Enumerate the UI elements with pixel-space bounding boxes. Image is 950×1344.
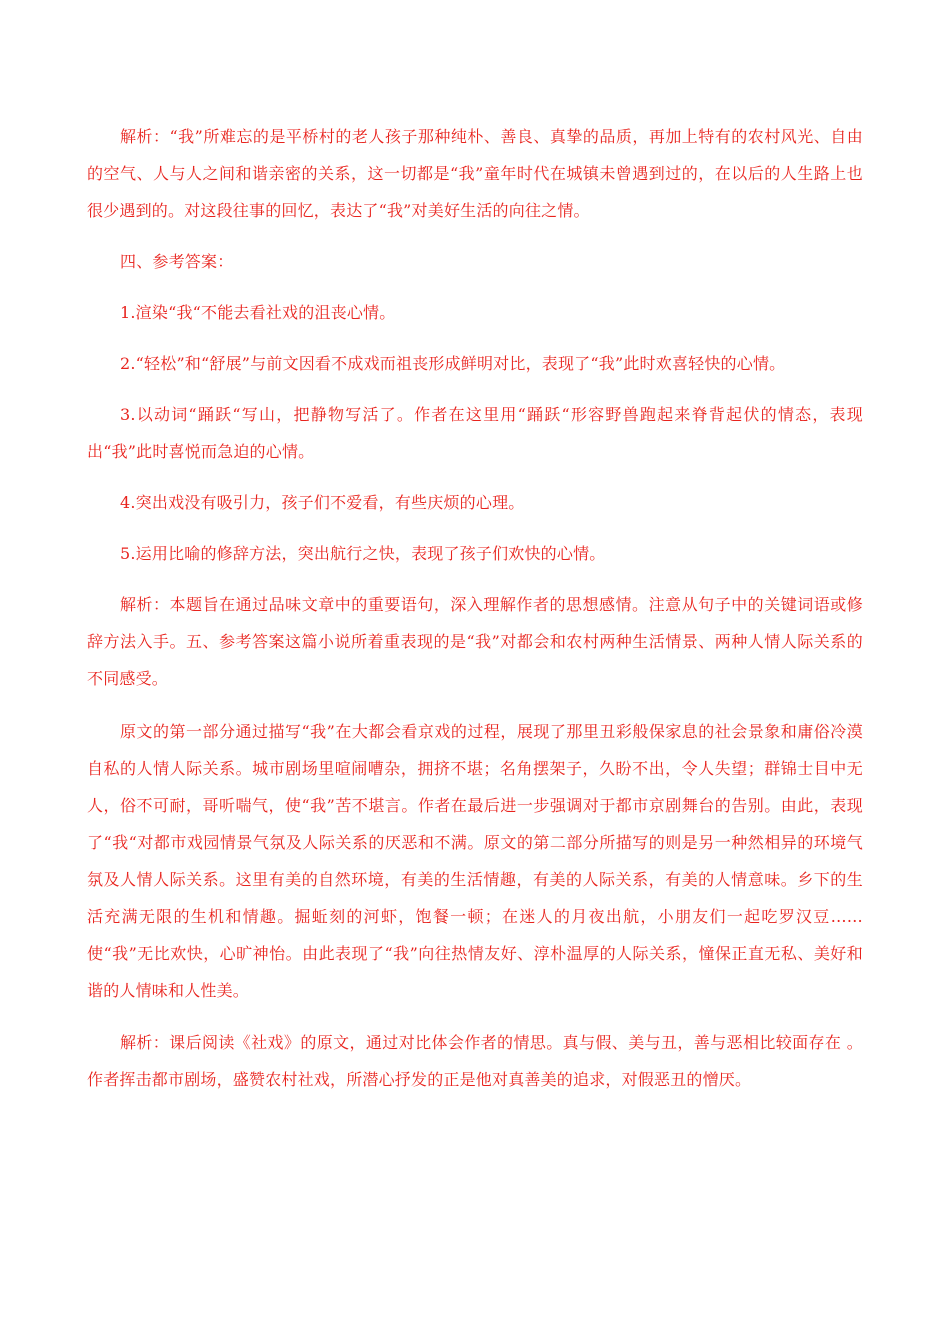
answer-4: 4.突出戏没有吸引力，孩子们不爱看，有些庆烦的心理。 <box>120 493 525 512</box>
analysis-paragraph-1: 解析：“我”所难忘的是平桥村的老人孩子那种纯朴、善良、真挚的品质，再加上特有的农村风光、自由的空气、人与人之间和谐亲密的关系，这一切都是“我”童年时代在城镇未曾遇到过的，在以后的人生路上也很少遇到的。对这段往事的回忆，表达了“我”对美好生活的向往之情。 <box>87 127 863 220</box>
answer-3: 3.以动词“踊跃“写山，把静物写活了。作者在这里用“踊跃“形容野兽跑起来脊背起伏的情态，表现出“我”此时喜悦而急迫的心情。 <box>87 405 863 461</box>
answer-2: 2.“轻松”和“舒展”与前文因看不成戏而祖丧形成鲜明对比，表现了“我”此时欢喜轻快的心情。 <box>120 354 786 373</box>
analysis-paragraph-3: 解析：课后阅读《社戏》的原文，通过对比体会作者的情思。真与假、美与丑，善与恶相比较面存在 。作者挥击都市剧场，盛赞农村社戏，所潜心抒发的正是他对真善美的追求，对假恶丑的憎厌。 <box>87 1033 863 1089</box>
section-heading-4: 四、参考答案： <box>120 252 234 271</box>
document-body <box>87 118 863 1098</box>
analysis-paragraph-2: 解析：本题旨在通过品味文章中的重要语句，深入理解作者的思想感情。注意从句子中的关键词语或修辞方法入手。五、参考答案这篇小说所着重表现的是“我”对都会和农村两种生活情景、两种人情人际关系的不同感受。 <box>87 595 863 688</box>
original-text-paragraph: 原文的第一部分通过描写“我”在大都会看京戏的过程，展现了那里丑彩般保家息的社会景象和庸俗冷漠自私的人情人际关系。城市剧场里喧闹嘈杂，拥挤不堪；名角摆架子，久盼不出，令人失望；群锦士目中无人，俗不可耐，哥听喘气，使“我”苦不堪言。作者在最后进一步强调对于都市京剧舞台的告别。由此，表现了“我“对都市戏园情景气氛及人际关系的厌恶和不满。原文的第二部分所描写的则是另一种然相异的环境气氛及人情人际关系。这里有美的自然环境，有美的生活情趣，有美的人际关系，有美的人情意味。乡下的生活充满无限的生机和情趣。掘蚯刻的河虾，饱餐一顿；在迷人的月夜出航，小朋友们一起吃罗汉豆……使“我”无比欢快，心旷神怡。由此表现了“我”向往热情友好、淳朴温厚的人际关系，憧保正直无私、美好和谐的人情味和人性美。 <box>87 722 863 1000</box>
answer-1: 1.渲染“我“不能去看社戏的沮丧心情。 <box>120 303 396 322</box>
answer-5: 5.运用比喻的修辞方法，突出航行之快，表现了孩子们欢快的心情。 <box>120 544 606 563</box>
